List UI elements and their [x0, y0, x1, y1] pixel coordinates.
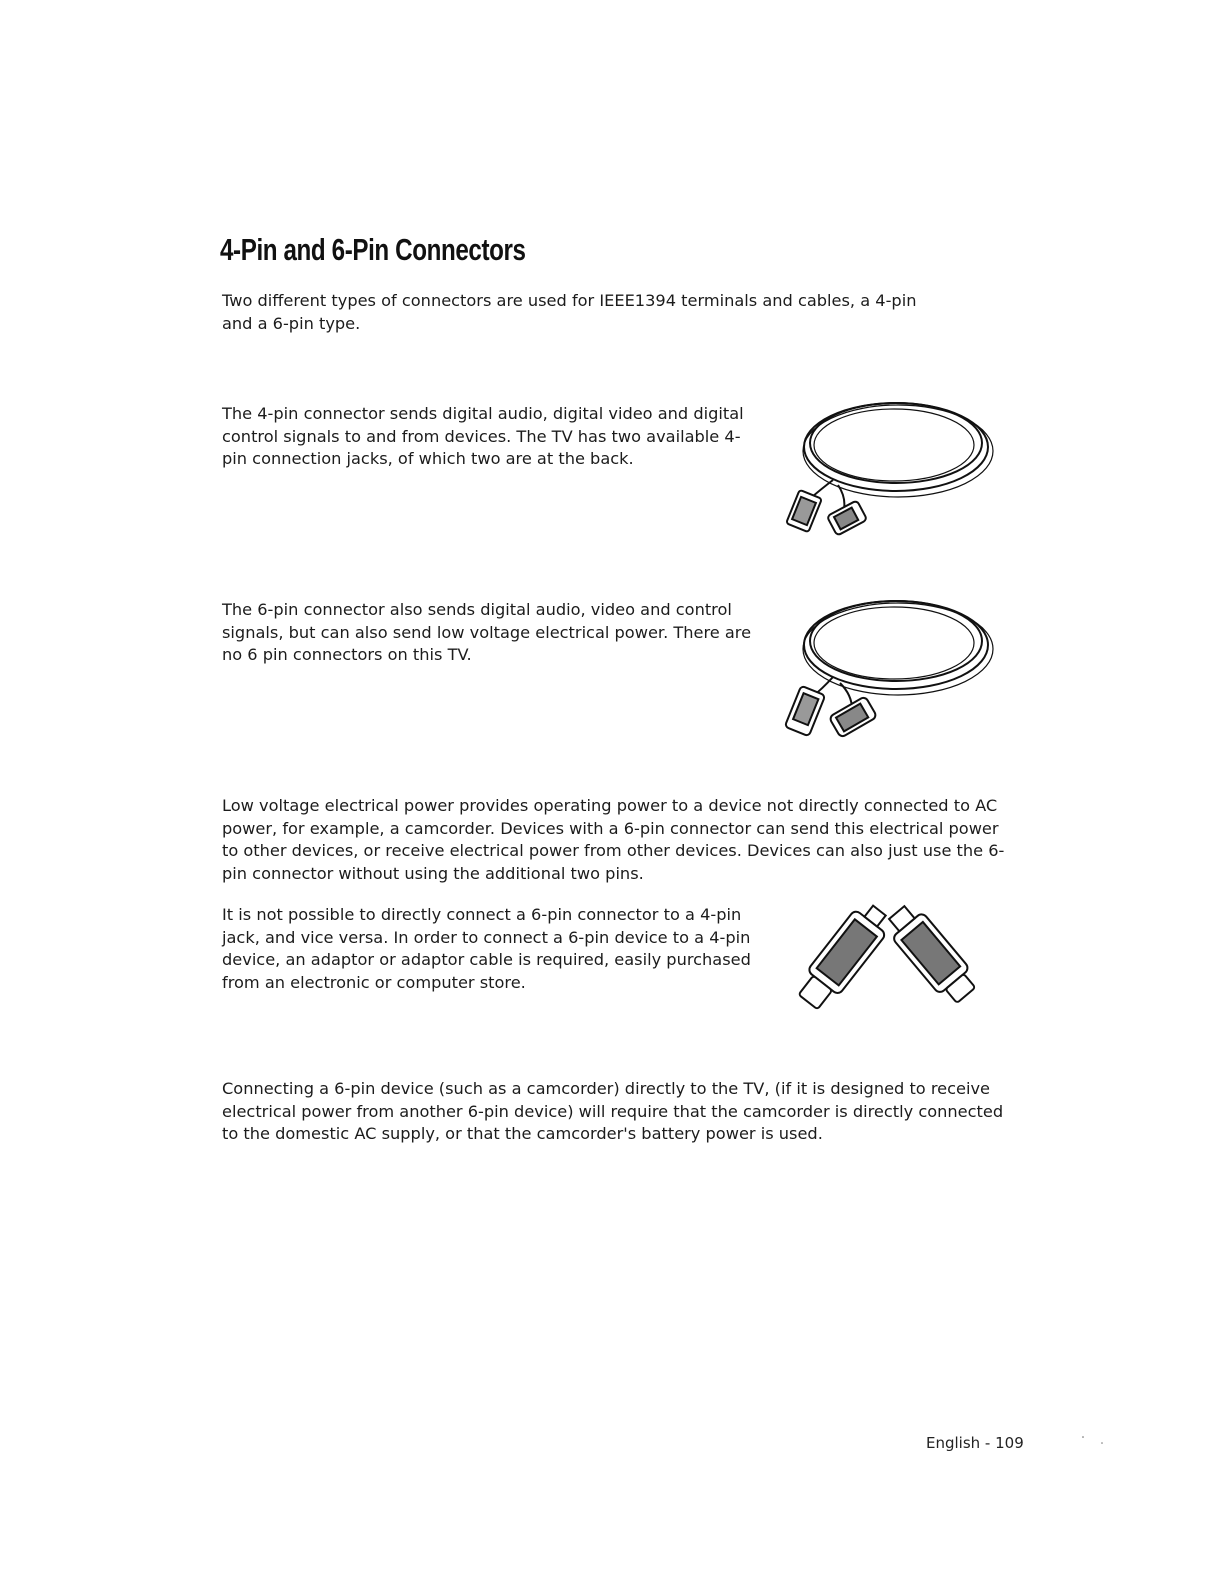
- page-number: English - 109: [926, 1434, 1024, 1452]
- six-pin-paragraph: The 6-pin connector also sends digital audio, video and control signals, but can also send low voltage electrical power. There are no 6 pin connectors on this TV.: [222, 600, 752, 665]
- power-paragraph: Low voltage electrical power provides operating power to a device not directly connected to AC power, for example, a camcorder. Devices with a 6-pin connector can send this electrical power to other devices, or receive electrical power from other devices. Devices can also just use the 6-pin connector without using the additional two pins.: [222, 796, 1005, 883]
- adaptor-paragraph: It is not possible to directly connect a 6-pin connector to a 4-pin jack, and vice versa. In order to connect a 6-pin device to a 4-pin device, an adaptor or adaptor cable is required, easily purchased from an electronic or computer store.: [222, 905, 751, 992]
- camcorder-paragraph: Connecting a 6-pin device (such as a camcorder) directly to the TV, (if it is designed to receive electrical power from another 6-pin device) will require that the camcorder is directly connected to the domestic AC supply, or that the camcorder's battery power is used.: [222, 1079, 1004, 1144]
- intro-paragraph: Two different types of connectors are used for IEEE1394 terminals and cables, a 4-pin and a 6-pin type.: [222, 291, 917, 333]
- four-pin-paragraph: The 4-pin connector sends digital audio, digital video and digital control signals to and from devices. The TV has two available 4-pin connection jacks, of which two are at the back.: [222, 404, 744, 469]
- six-pin-cable-image: [778, 585, 998, 747]
- four-pin-cable-image: [778, 385, 998, 545]
- scan-specks: [1080, 1434, 1110, 1446]
- page-title: 4-Pin and 6-Pin Connectors: [220, 232, 526, 267]
- adaptor-plugs-image: [782, 895, 1000, 1025]
